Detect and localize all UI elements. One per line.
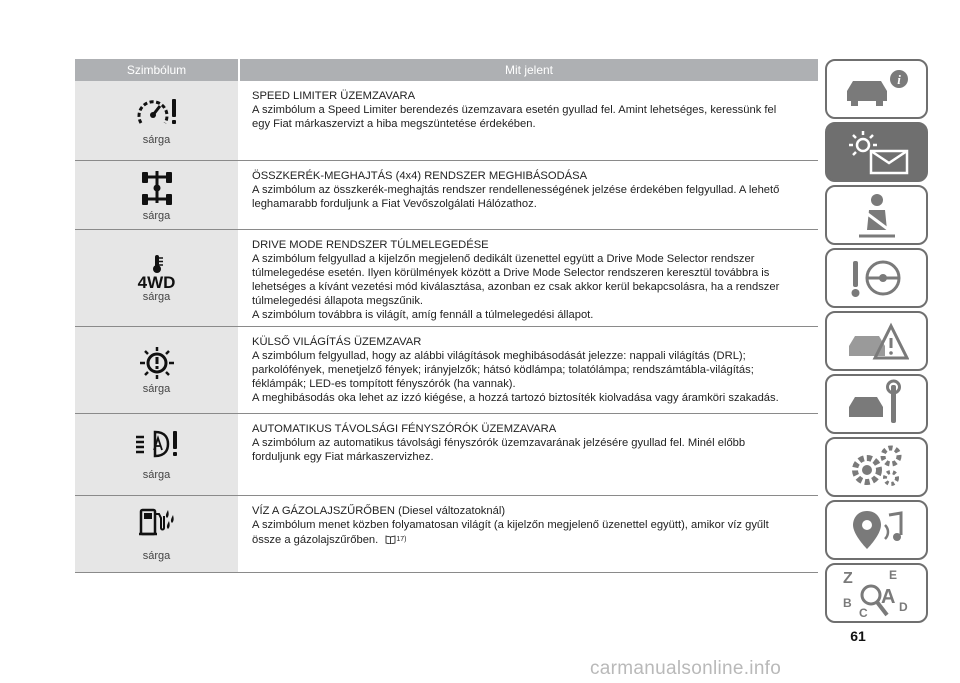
- row-title: AUTOMATIKUS TÁVOLSÁGI FÉNYSZÓRÓK ÜZEMZAVARA: [252, 423, 557, 435]
- row-text: túlmelegedése esetén. Ilyen körülmények között a Drive Mode Selector rendszeren keresztül továbbra is: [252, 266, 770, 279]
- tab-safety[interactable]: [825, 185, 928, 245]
- row-title: SPEED LIMITER ÜZEMZAVARA: [252, 90, 416, 102]
- row-text: A szimbólum továbbra is világít, amíg fennáll a túlmelegedési állapot.: [252, 308, 594, 321]
- symbol-cell: [75, 81, 239, 160]
- tab-technical-data[interactable]: [825, 437, 928, 497]
- meaning-cell: [239, 496, 818, 572]
- starting-driving-icon: [847, 253, 907, 303]
- row-text: A szimbólum a Speed Limiter berendezés üzemzavara esetén gyullad fel. Amint lehetséges, keressünk fel: [252, 103, 777, 116]
- table-row: [75, 81, 818, 161]
- tab-starting-driving[interactable]: [825, 248, 928, 308]
- table-row: [75, 414, 818, 496]
- meaning-cell: [239, 81, 818, 160]
- header-meaning: Mit jelent: [238, 59, 818, 81]
- warning-lights-table: [75, 59, 818, 573]
- water-in-diesel-filter-icon: [137, 506, 177, 536]
- symbol-color: sárga: [142, 382, 171, 395]
- emergency-icon: [845, 316, 909, 366]
- row-text: össze a gázolajszűrőben.: [252, 533, 379, 546]
- note-reference[interactable]: [385, 533, 406, 547]
- row-text-with-ref: [252, 533, 808, 548]
- tab-index[interactable]: [825, 563, 928, 623]
- thermometer-icon: [150, 254, 164, 274]
- row-text: A szimbólum menet közben folyamatosan világít (a kijelzőn megjelenő üzenettel együtt), amikor víz gyűlt: [252, 518, 769, 531]
- 4x4-drive-failure-icon: [140, 169, 174, 207]
- table-row: [75, 230, 818, 327]
- header-symbol: Szimbólum: [126, 63, 187, 77]
- row-text: parkolófények, menetjelző fények; irányjelzők; hátsó ködlámpa; tolatólámpa; rendszámtábla-világítás;: [252, 363, 754, 376]
- 4wd-drive-mode-icon: 4WD: [137, 272, 176, 292]
- svg-text:B: B: [842, 596, 852, 610]
- symbol-cell: [75, 496, 239, 572]
- symbol-cell: [75, 327, 239, 413]
- row-text: féklámpák; LED-es tompított fényszórók (ha vannak).: [252, 377, 516, 390]
- auto-high-beam-failure-icon: [135, 429, 179, 461]
- exterior-lights-failure-icon: [137, 346, 177, 380]
- watermark: carmanualsonline.info: [590, 658, 782, 679]
- safety-seatbelt-icon: [847, 190, 907, 240]
- row-text: forduljunk egy Fiat márkaszervizhez.: [252, 450, 434, 463]
- svg-text:C: C: [858, 606, 868, 620]
- car-info-icon: [841, 67, 913, 111]
- row-text: A szimbólum felgyullad, hogy az alábbi világítások meghibásodását jelezze: nappali világítás (DRL);: [252, 349, 746, 362]
- row-title: DRIVE MODE RENDSZER TÚLMELEGEDÉSE: [252, 239, 489, 251]
- symbol-cell: [75, 414, 239, 495]
- row-text: A szimbólum az automatikus távolsági fényszórók üzemzavarának jelzésére gyullad fel. Minél előbb: [252, 436, 746, 449]
- row-text: lehetséges a kívánt vezetési mód kiválasztása, azonban ez csak akkor kerül bekapcsolásra, ha a rendszer: [252, 280, 780, 293]
- table-header: [75, 59, 818, 81]
- symbol-color: sárga: [142, 134, 171, 146]
- tab-car-info[interactable]: [825, 59, 928, 119]
- svg-text:E: E: [888, 568, 897, 582]
- gears-icon: [845, 442, 909, 492]
- symbol-cell: [75, 161, 239, 229]
- tab-warning-lights[interactable]: [825, 122, 928, 182]
- meaning-cell: [239, 161, 818, 229]
- note-reference-number: 17): [396, 535, 407, 543]
- speed-limiter-warning-icon: [135, 95, 179, 131]
- meaning-cell: [239, 414, 818, 495]
- table-row: [75, 327, 818, 414]
- tab-emergency[interactable]: [825, 311, 928, 371]
- symbol-color: sárga: [142, 209, 171, 222]
- svg-text:A: A: [880, 586, 895, 608]
- row-text: A szimbólum az összkerék-meghajtás rendszer rendellenességének jelzése érdekében felgyullad. A lehető: [252, 183, 780, 196]
- row-text: egy Fiat márkaszervizt a hiba megszüntetése érdekében.: [252, 117, 536, 130]
- symbol-color: sárga: [142, 290, 171, 303]
- tab-maintenance[interactable]: [825, 374, 928, 434]
- symbol-cell: [75, 230, 239, 326]
- table-row: [75, 496, 818, 573]
- multimedia-icon: [845, 505, 909, 555]
- caution-book-icon: [385, 535, 396, 544]
- meaning-cell: [239, 230, 818, 326]
- row-title: ÖSSZKERÉK-MEGHAJTÁS (4x4) RENDSZER MEGHIBÁSODÁSA: [252, 170, 588, 182]
- meaning-cell: [239, 327, 818, 413]
- row-text: leghamarabb forduljunk a Fiat Vevőszolgálati Hálózathoz.: [252, 197, 537, 210]
- table-row: [75, 161, 818, 230]
- symbol-color: sárga: [142, 468, 171, 481]
- row-title: KÜLSŐ VILÁGÍTÁS ÜZEMZAVAR: [252, 336, 422, 348]
- svg-text:i: i: [896, 72, 901, 87]
- row-text: A szimbólum felgyullad a kijelzőn megjelenő dedikált üzenettel együtt a Drive Mode Selector rendszer: [252, 252, 755, 265]
- row-text: túlmelegedési állapota megszűnik.: [252, 294, 424, 307]
- row-text: A meghibásodás oka lehet az izzó kiégése, a hozzá tartozó biztosíték kiolvadása vagy áramköri szakadás.: [252, 391, 779, 404]
- maintenance-icon: [845, 379, 909, 429]
- symbol-color: sárga: [142, 550, 171, 562]
- tab-multimedia[interactable]: [825, 500, 928, 560]
- svg-text:D: D: [898, 600, 908, 614]
- warning-lights-messages-icon: [839, 127, 915, 177]
- page-number: 61: [850, 628, 866, 644]
- svg-text:Z: Z: [842, 570, 853, 587]
- row-title: VÍZ A GÁZOLAJSZŰRŐBEN (Diesel változatoknál): [252, 505, 506, 517]
- index-icon: [837, 565, 917, 621]
